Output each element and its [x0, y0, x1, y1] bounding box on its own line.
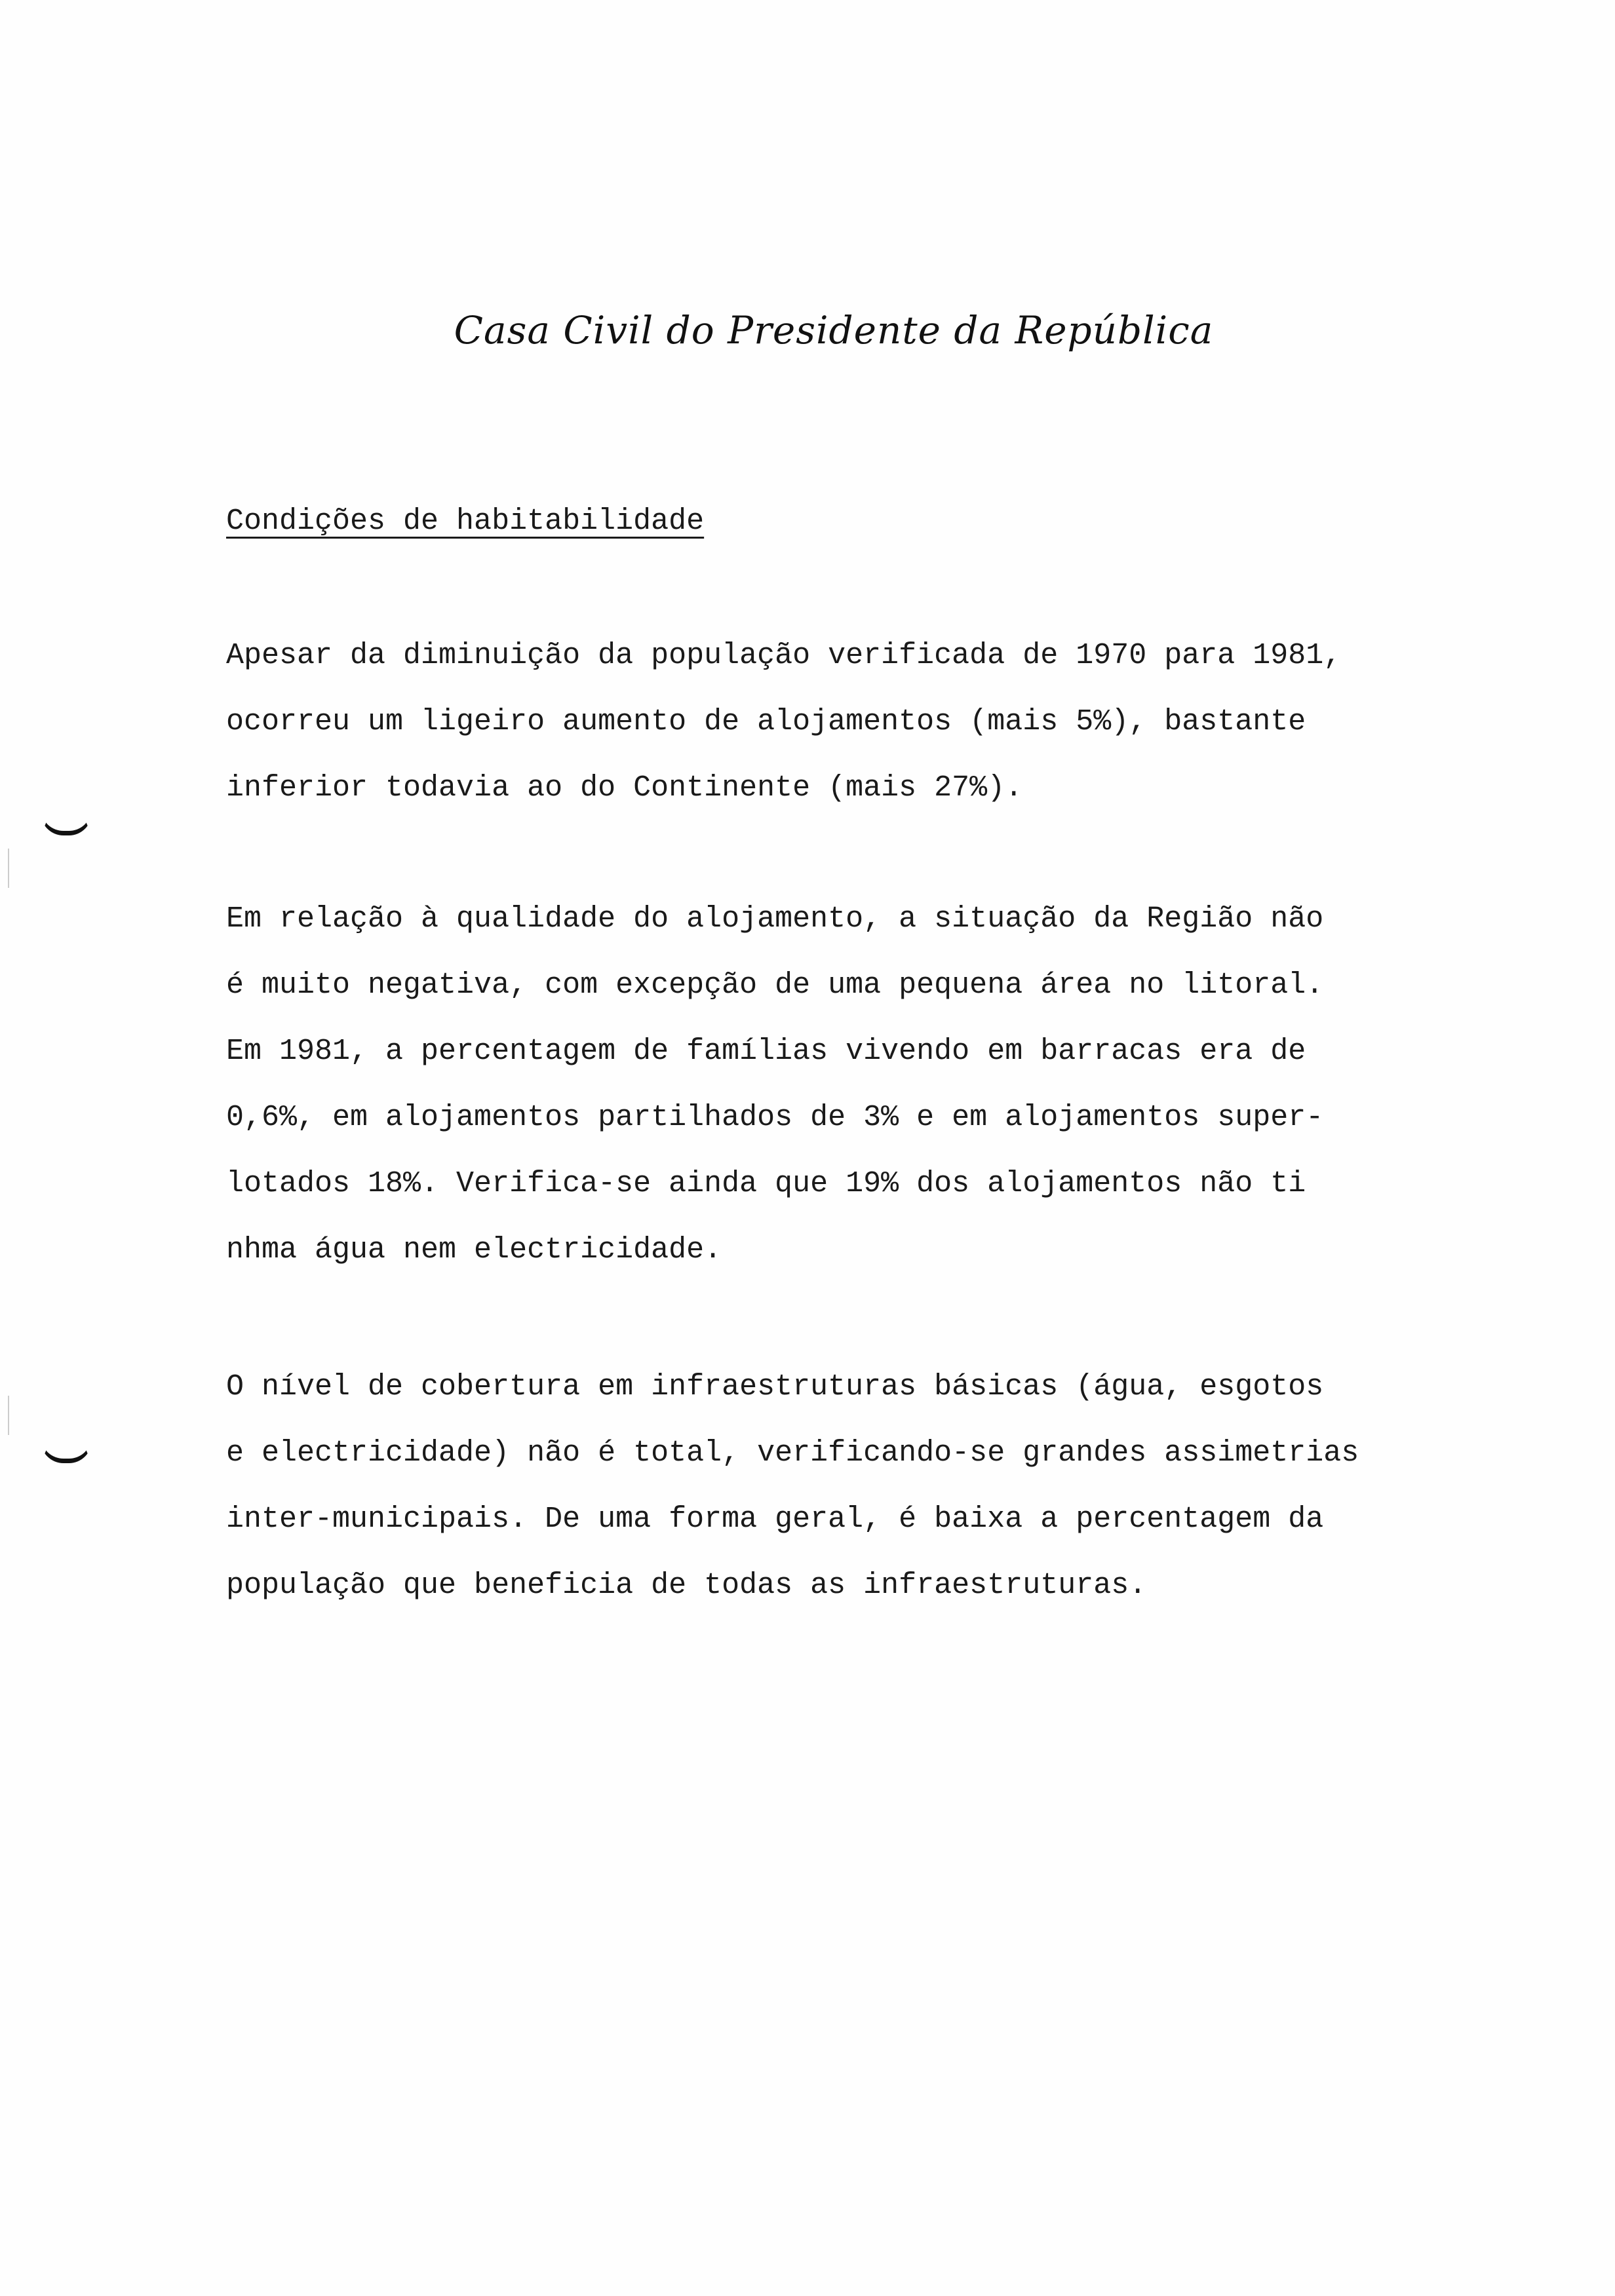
paragraph-1: [226, 622, 1504, 821]
text-line: população que beneficia de todas as infraestruturas.: [226, 1569, 1147, 1602]
text-line: Em relação à qualidade do alojamento, a situação da Região não: [226, 902, 1324, 936]
section-heading: Condições de habitabilidade: [226, 505, 705, 538]
text-line: é muito negativa, com excepção de uma pequena área no litoral.: [226, 968, 1324, 1002]
text-line: e electricidade) não é total, verificando-se grandes assimetrias: [226, 1436, 1359, 1470]
text-line: inter-municipais. De uma forma geral, é baixa a percentagem da: [226, 1502, 1324, 1536]
text-line: Em 1981, a percentagem de famílias vivendo em barracas era de: [226, 1035, 1306, 1068]
binder-hole-mark: [41, 1440, 92, 1463]
paragraph-2: [226, 886, 1504, 1283]
text-line: 0,6%, em alojamentos partilhados de 3% e em alojamentos super-: [226, 1101, 1324, 1134]
text-line: Apesar da diminuição da população verificada de 1970 para 1981,: [226, 639, 1342, 672]
scan-edge-mark: [8, 849, 9, 888]
letterhead-text: Casa Civil do Presidente da República: [454, 308, 1214, 353]
scan-edge-mark: [8, 1396, 9, 1435]
paragraph-3: [226, 1354, 1504, 1618]
text-line: O nível de cobertura em infraestruturas básicas (água, esgotos: [226, 1370, 1324, 1404]
letterhead: [0, 308, 1615, 353]
text-line: nhma água nem electricidade.: [226, 1233, 722, 1267]
text-line: inferior todavia ao do Continente (mais 27%).: [226, 771, 1023, 805]
binder-hole-mark: [41, 813, 92, 835]
text-line: ocorreu um ligeiro aumento de alojamentos (mais 5%), bastante: [226, 705, 1306, 738]
text-line: lotados 18%. Verifica-se ainda que 19% dos alojamentos não ti: [226, 1167, 1306, 1200]
